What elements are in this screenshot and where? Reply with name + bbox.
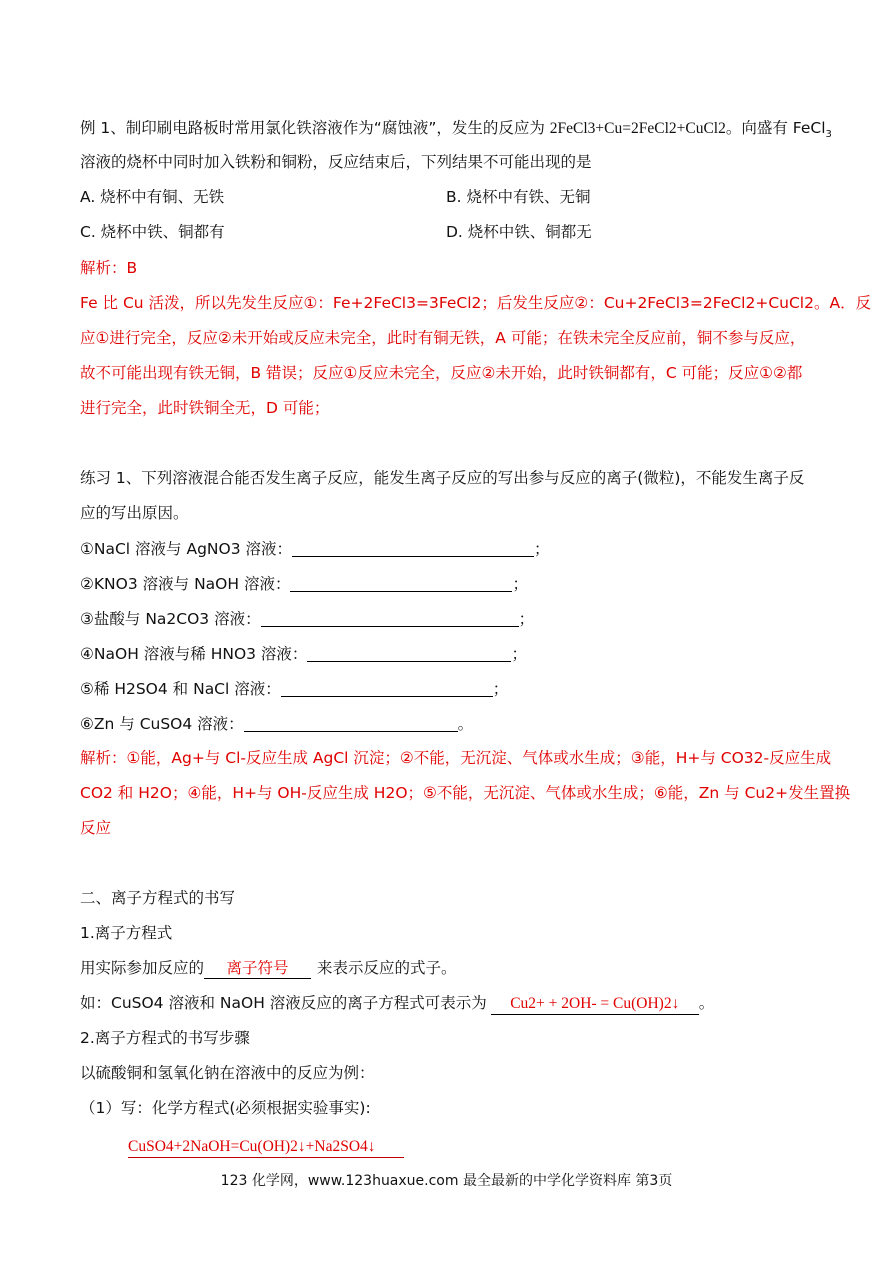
practice1-line2: 应的写出原因。 — [80, 504, 189, 522]
practice-item-label: ②KNO3 溶液与 NaOH 溶液： — [80, 575, 291, 593]
example-text: 如：CuSO4 溶液和 NaOH 溶液反应的离子方程式可表示为 — [80, 994, 487, 1012]
example1-line1 — [80, 118, 832, 139]
answer-blank[interactable] — [292, 538, 534, 557]
example1-exp-1: Fe 比 Cu 活泼，所以先发生反应①：Fe+2FeCl3=3FeCl2；后发生反应②：Cu+2FeCl3=2FeCl2+CuCl2。A．反 — [80, 294, 872, 312]
practice1-line1: 练习 1、下列溶液混合能否发生离子反应，能发生离子反应的写出参与反应的离子(微粒)，不能发生离子反 — [80, 469, 805, 487]
practice-item-2 — [80, 573, 528, 594]
item-end: ； — [492, 680, 509, 698]
item-end: ； — [534, 540, 550, 558]
practice-item-label: ①NaCl 溶液与 AgNO3 溶液： — [80, 540, 292, 558]
practice1-exp-3: 反应 — [80, 819, 112, 837]
answer-blank[interactable] — [290, 573, 512, 592]
ionic-equation-fill: Cu2+ + 2OH- = Cu(OH)2↓ — [491, 994, 699, 1015]
example1-text-b: 。向盛有 FeCl — [725, 119, 826, 137]
practice-item-6 — [80, 713, 473, 734]
option-c: C. 烧杯中铁、铜都有 — [80, 223, 225, 241]
option-a: A. 烧杯中有铜、无铁 — [80, 188, 225, 206]
section2-sub1: 1.离子方程式 — [80, 924, 173, 942]
item-end: 。 — [457, 715, 474, 733]
example1-equation: 2FeCl3+Cu=2FeCl2+CuCl2 — [549, 120, 726, 137]
practice1-exp-1: 解析：①能，Ag+与 Cl-反应生成 AgCl 沉淀；②不能，无沉淀、气体或水生成；③能，H+与 CO32-反应生成 — [80, 749, 832, 767]
example1-line2: 溶液的烧杯中同时加入铁粉和铜粉，反应结束后，下列结果不可能出现的是 — [80, 153, 592, 171]
section2-intro: 以硫酸铜和氢氧化钠在溶液中的反应为例： — [80, 1064, 375, 1082]
example-end: 。 — [698, 994, 715, 1012]
item-end: ； — [512, 575, 528, 593]
example1-subscript: 3 — [825, 129, 832, 141]
section2-heading: 二、离子方程式的书写 — [80, 889, 236, 907]
section2-sub2: 2.离子方程式的书写步骤 — [80, 1029, 250, 1047]
practice1-exp-2: CO2 和 H2O；④能，H+与 OH-反应生成 H2O；⑤不能，无沉淀、气体或水生成；⑥能，Zn 与 Cu2+发生置换 — [80, 784, 851, 802]
answer-blank[interactable] — [281, 678, 493, 697]
example1-answer: 解析：B — [80, 259, 138, 277]
definition-fill: 离子符号 — [204, 958, 311, 979]
item-end: ； — [518, 610, 535, 628]
answer-blank[interactable] — [261, 608, 519, 627]
definition-text-b: 来表示反应的式子。 — [317, 959, 457, 977]
option-b: B. 烧杯中有铁、无铜 — [446, 188, 591, 206]
practice-item-5 — [80, 678, 508, 699]
example1-exp-2: 应①进行完全，反应②未开始或反应未完全，此时有铜无铁，A 可能；在铁未完全反应前，铜不参与反应， — [80, 329, 806, 347]
answer-blank[interactable] — [244, 713, 458, 732]
answer-blank[interactable] — [307, 643, 511, 662]
practice-item-4 — [80, 643, 527, 664]
example-equation-line — [80, 993, 714, 1015]
chemical-equation: CuSO4+2NaOH=Cu(OH)2↓+Na2SO4↓ — [128, 1137, 404, 1158]
item-end: ； — [511, 645, 527, 663]
option-d: D. 烧杯中铁、铜都无 — [446, 223, 592, 241]
practice-item-label: ③盐酸与 Na2CO3 溶液： — [80, 610, 261, 628]
practice-item-label: ⑤稀 H2SO4 和 NaCl 溶液： — [80, 680, 281, 698]
example1-text-a: 例 1、制印刷电路板时常用氯化铁溶液作为“腐蚀液”，发生的反应为 — [80, 119, 550, 137]
page-footer: 123 化学网，www.123huaxue.com 最全最新的中学化学资料库 第3页 — [220, 1173, 673, 1189]
practice-item-3 — [80, 608, 534, 629]
example1-exp-4: 进行完全，此时铁铜全无，D 可能； — [80, 399, 330, 417]
step1-equation-line — [128, 1136, 404, 1158]
step1: （1）写：化学方程式(必须根据实验事实): — [80, 1099, 371, 1117]
example1-exp-3: 故不可能出现有铁无铜，B 错误；反应①反应未完全，反应②未开始，此时铁铜都有，C 可能；反应①②都 — [80, 364, 803, 382]
practice-item-1 — [80, 538, 550, 559]
practice-item-label: ④NaOH 溶液与稀 HNO3 溶液： — [80, 645, 308, 663]
definition-line — [80, 958, 457, 979]
definition-text-a: 用实际参加反应的 — [80, 959, 205, 977]
practice-item-label: ⑥Zn 与 CuSO4 溶液： — [80, 715, 244, 733]
